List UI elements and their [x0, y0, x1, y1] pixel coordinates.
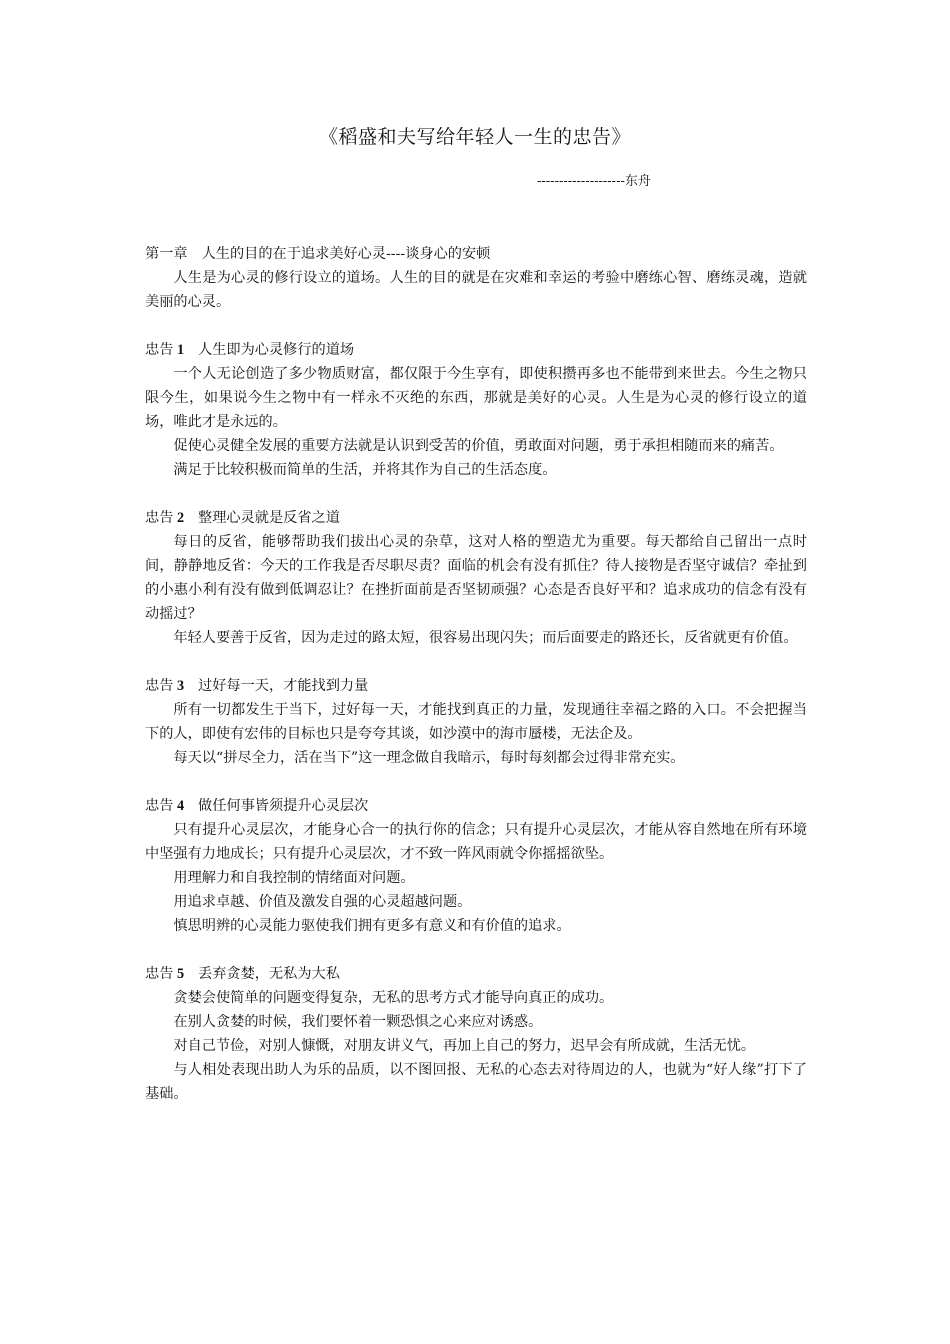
advice-paragraph: 一个人无论创造了多少物质财富，都仅限于今生享有，即使积攒再多也不能带到来世去。今生之物只限今生，如果说今生之物中有一样永不灭绝的东西，那就是美好的心灵。人生是为心灵的修行设立的道场，唯此才是永远的。: [145, 366, 807, 430]
advice-heading: [145, 962, 807, 986]
advice-paragraph: 对自己节俭，对别人慷慨，对朋友讲义气，再加上自己的努力，迟早会有所成就，生活无忧。: [173, 1038, 756, 1054]
advice-paragraph: 每日的反省，能够帮助我们拔出心灵的杂草，这对人格的塑造尤为重要。每天都给自己留出一点时间，静静地反省：今天的工作我是否尽职尽责？面临的机会有没有抓住？待人接物是否坚守诚信？牵扯到的小惠小利有没有做到低调忍让？在挫折面前是否坚韧顽强？心态是否良好平和？追求成功的信念有没有动摇过？: [145, 534, 807, 622]
advice-heading: [145, 338, 807, 362]
advice-heading: [145, 674, 807, 698]
advice-paragraph: 促使心灵健全发展的重要方法就是认识到受苦的价值，勇敢面对问题，勇于承担相随而来的痛苦。: [173, 438, 784, 454]
advice-number: 4: [176, 798, 185, 814]
document-author: --------------------东舟: [537, 174, 651, 189]
chapter-title: 人生的目的在于追求美好心灵----谈身心的安顿: [201, 246, 491, 262]
advice-title: 人生即为心灵修行的道场: [198, 342, 355, 358]
advice-paragraph: 每天以“拼尽全力，活在当下”这一理念做自我暗示，每时每刻都会过得非常充实。: [173, 750, 685, 766]
advice-section-3: [145, 674, 807, 770]
advice-paragraph: 满足于比较积极而简单的生活，并将其作为自己的生活态度。: [173, 462, 557, 478]
advice-paragraph: 用追求卓越、价值及激发自强的心灵超越问题。: [173, 894, 472, 910]
document-title: 《稻盛和夫写给年轻人一生的忠告》: [318, 126, 631, 148]
advice-paragraph: 慎思明辨的心灵能力驱使我们拥有更多有意义和有价值的追求。: [173, 918, 571, 934]
advice-number: 1: [176, 342, 185, 358]
advice-paragraph: 所有一切都发生于当下，过好每一天，才能找到真正的力量，发现通往幸福之路的入口。不会把握当下的人，即使有宏伟的目标也只是夸夸其谈，如沙漠中的海市蜃楼，无法企及。: [145, 702, 807, 742]
advice-section-1: [145, 338, 807, 482]
advice-number: 2: [176, 510, 185, 526]
advice-paragraph: 用理解力和自我控制的情绪面对问题。: [173, 870, 415, 886]
advice-label: 忠告: [145, 798, 174, 814]
advice-number: 3: [176, 678, 185, 694]
advice-label: 忠告: [145, 966, 174, 982]
chapter-number: 第一章: [145, 246, 188, 262]
advice-number: 5: [176, 966, 185, 982]
advice-heading: [145, 506, 807, 530]
advice-paragraph: 只有提升心灵层次，才能身心合一的执行你的信念；只有提升心灵层次，才能从容自然地在所有环境中坚强有力地成长；只有提升心灵层次，才不致一阵风雨就令你摇摇欲坠。: [145, 822, 807, 862]
advice-label: 忠告: [145, 510, 174, 526]
chapter-section: [145, 242, 807, 314]
advice-title: 整理心灵就是反省之道: [198, 510, 340, 526]
advice-title: 过好每一天，才能找到力量: [198, 678, 369, 694]
chapter-heading: [145, 242, 807, 266]
document-body: [145, 242, 807, 1130]
advice-paragraph: 在别人贪婪的时候，我们要怀着一颗恐惧之心来应对诱惑。: [173, 1014, 543, 1030]
advice-label: 忠告: [145, 678, 174, 694]
advice-paragraph: 年轻人要善于反省，因为走过的路太短，很容易出现闪失；而后面要走的路还长，反省就更有价值。: [173, 630, 798, 646]
advice-paragraph: 贪婪会使简单的问题变得复杂，无私的思考方式才能导向真正的成功。: [173, 990, 614, 1006]
chapter-paragraph: 人生是为心灵的修行设立的道场。人生的目的就是在灾难和幸运的考验中磨练心智、磨练灵魂，造就美丽的心灵。: [145, 270, 807, 310]
advice-title: 做任何事皆须提升心灵层次: [198, 798, 369, 814]
advice-section-5: [145, 962, 807, 1106]
advice-paragraph: 与人相处表现出助人为乐的品质，以不图回报、无私的心态去对待周边的人，也就为“好人缘”打下了基础。: [145, 1062, 807, 1102]
advice-label: 忠告: [145, 342, 174, 358]
advice-title: 丢弃贪婪，无私为大私: [198, 966, 340, 982]
advice-heading: [145, 794, 807, 818]
advice-section-2: [145, 506, 807, 650]
advice-section-4: [145, 794, 807, 938]
